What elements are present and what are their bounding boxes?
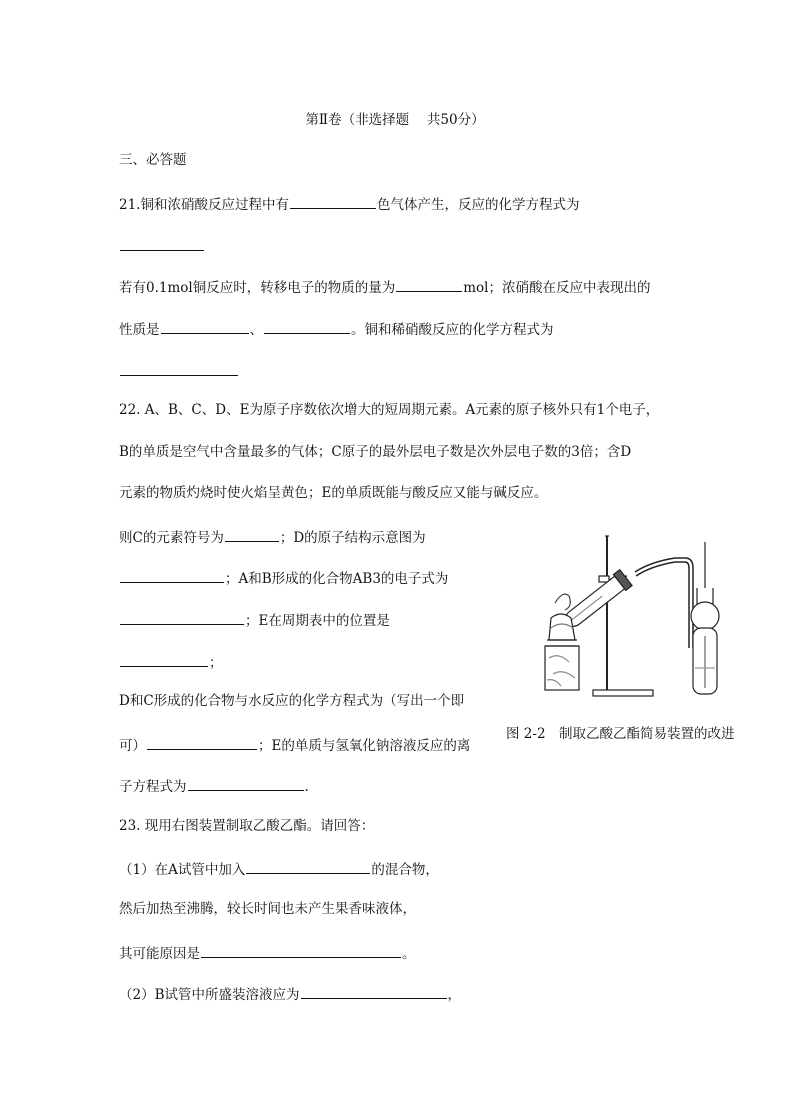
q21-blank-property-1[interactable] — [161, 318, 249, 334]
q23-text: ， — [447, 987, 462, 1003]
q23-text: 的混合物， — [371, 862, 439, 878]
section-title: 第Ⅱ卷（非选择题 共50分） — [305, 112, 485, 128]
q22-text: 子方程式为 — [119, 779, 187, 795]
q22-blank-c-symbol[interactable] — [225, 526, 279, 542]
q22-line-9 — [119, 734, 470, 755]
q21-text: 若有0.1mol铜反应时，转移电子的物质的量为 — [119, 280, 396, 296]
q22-line-4 — [119, 526, 426, 547]
q22-line-10 — [119, 775, 309, 796]
q21-blank-dilute-equation[interactable] — [120, 360, 238, 376]
q22-blank-dc-equation[interactable] — [147, 734, 257, 750]
q23-line-2 — [119, 858, 439, 879]
q23-text: （2）B试管中所盛装溶液应为 — [119, 987, 300, 1003]
q22-text: ；D的原子结构示意图为 — [279, 530, 426, 546]
q22-line-5 — [119, 567, 448, 588]
q23-line-5 — [119, 983, 461, 1004]
figure-caption: 图 2-2 制取乙酸乙酯简易装置的改进 — [506, 726, 735, 742]
q22-line-8: D和C形成的化合物与水反应的化学方程式为（写出一个即 — [119, 693, 465, 709]
q21-text: 、 — [249, 322, 263, 338]
q21-line-4 — [119, 318, 554, 339]
q21-text: 性质是 — [119, 322, 160, 338]
q22-line-7 — [119, 651, 223, 672]
q21-text: mol；浓硝酸在反应中表现出的 — [463, 280, 651, 296]
q22-text: ； — [209, 655, 223, 671]
q23-text: （1）在A试管中加入 — [119, 862, 246, 878]
q23-line-3: 然后加热至沸腾，较长时间也未产生果香味液体， — [119, 901, 416, 917]
q22-line-2: B的单质是空气中含量最多的气体；C原子的最外层电子数是次外层电子数的3倍；含D — [119, 444, 632, 460]
q21-text: 色气体产生，反应的化学方程式为 — [376, 197, 580, 213]
ethyl-acetate-apparatus-figure — [535, 528, 735, 703]
q21-blank-electrons[interactable] — [396, 276, 462, 292]
q22-text: ；A和B形成的化合物AB3的电子式为 — [225, 571, 449, 587]
q21-blank-equation[interactable] — [120, 235, 204, 251]
q21-line-5 — [119, 360, 239, 381]
q23-blank-mixture[interactable] — [246, 858, 370, 874]
q22-line-6 — [119, 609, 390, 630]
q22-text: ；E的单质与氢氧化钠溶液反应的离 — [258, 738, 471, 754]
q22-text: ；E在周期表中的位置是 — [245, 613, 390, 629]
q22-text: 则C的元素符号为 — [119, 530, 224, 546]
q21-line-2 — [119, 235, 205, 256]
q23-line-4 — [119, 942, 416, 963]
q22-blank-d-structure[interactable] — [120, 567, 224, 583]
section-heading: 三、必答题 — [119, 152, 187, 168]
q21-line-1 — [119, 193, 579, 214]
q22-line-3: 元素的物质灼烧时使火焰呈黄色；E的单质既能与酸反应又能与碱反应。 — [119, 485, 548, 501]
q22-text: . — [304, 779, 309, 795]
q23-text: 。 — [402, 946, 416, 962]
q23-line-1: 23. 现用右图装置制取乙酸乙酯。请回答： — [119, 818, 375, 834]
q23-blank-reason[interactable] — [201, 942, 401, 958]
q21-blank-property-2[interactable] — [264, 318, 350, 334]
q21-line-3 — [119, 276, 650, 297]
q22-blank-ionic-equation[interactable] — [188, 775, 304, 791]
q21-blank-color[interactable] — [290, 193, 376, 209]
q21-text: 。铜和稀硝酸反应的化学方程式为 — [351, 322, 554, 338]
q22-text: 可） — [119, 738, 146, 754]
q22-blank-ab3-formula[interactable] — [120, 609, 244, 625]
q22-line-1: 22. A、B、C、D、E为原子序数依次增大的短周期元素。A元素的原子核外只有1个电子， — [119, 402, 660, 418]
q23-text: 其可能原因是 — [119, 946, 200, 962]
q22-blank-e-position[interactable] — [120, 651, 208, 667]
q21-text: 21.铜和浓硝酸反应过程中有 — [119, 197, 289, 213]
q23-blank-solution[interactable] — [301, 983, 447, 999]
